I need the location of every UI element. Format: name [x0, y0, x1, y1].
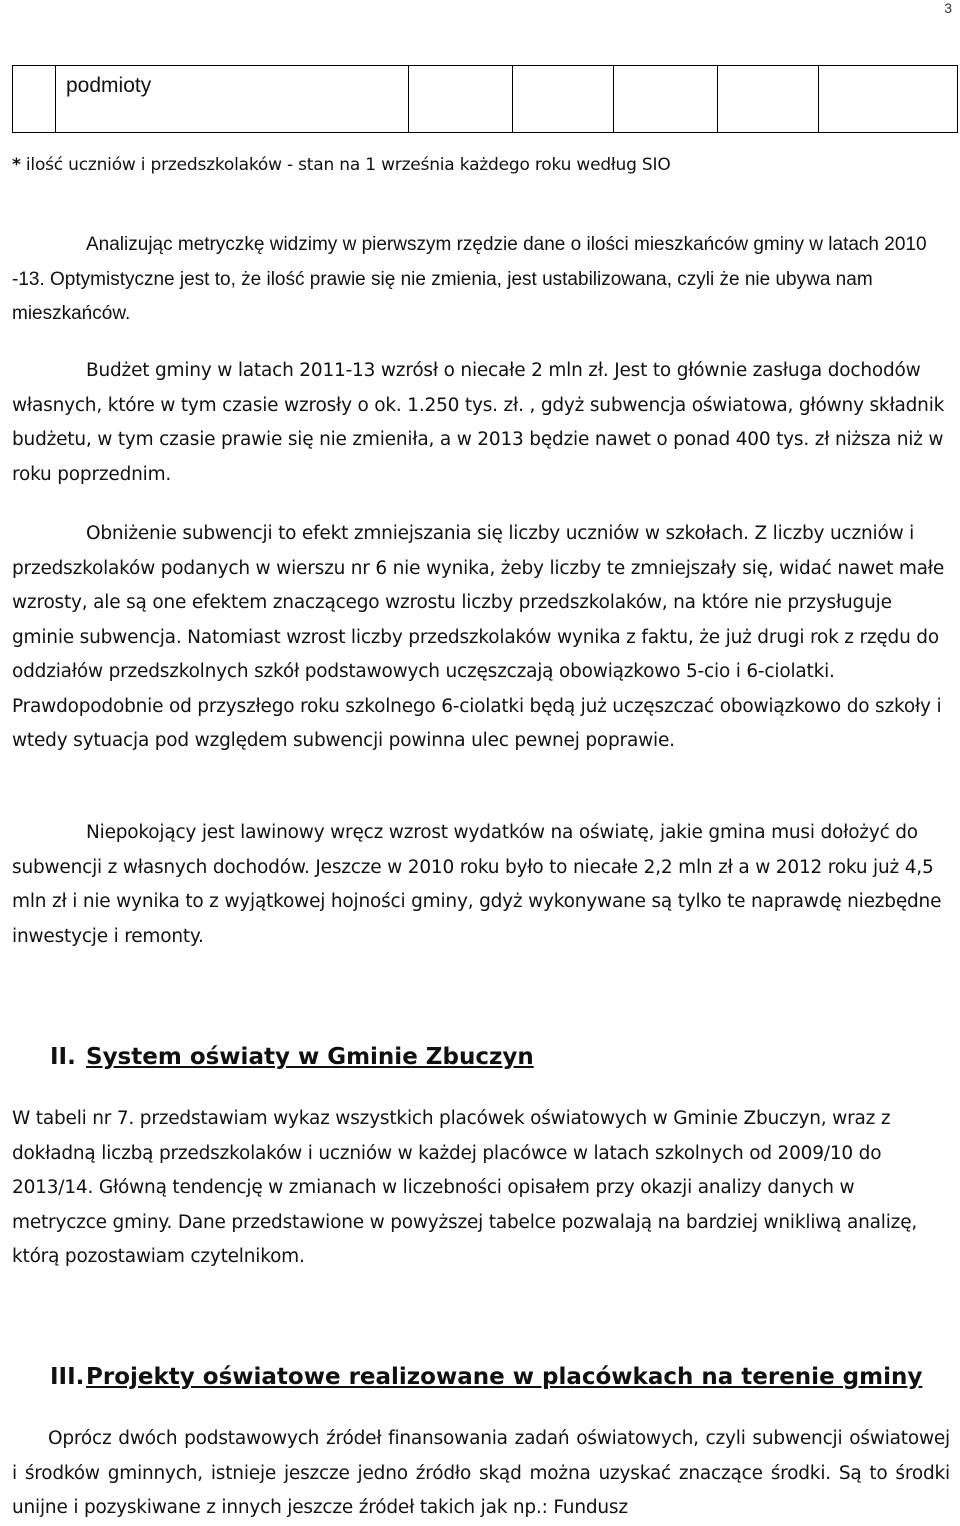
paragraph-expenses: Niepokojący jest lawinowy wręcz wzrost wydatków na oświatę, jakie gmina musi dołożyć do subwencji z własnych dochodów. Jeszcze w 2010 roku było to niecałe 2,2 mln zł a w 2012 roku już 4,5 mln zł i nie wynika to z wyjątkowej hojności gminy, gdyż wykonywane są tylko te naprawdę niezbędne inwestycje i remonty.	[12, 822, 942, 947]
data-table-fragment	[12, 65, 958, 133]
paragraph-section-3: Oprócz dwóch podstawowych źródeł finansowania zadań oświatowych, czyli subwencji oświatowej i środków gminnych, istnieje jeszcze jedno źródło skąd można uzyskać znaczące środki. Są to środki unijne i pozyskiwane z innych jeszcze źródeł takich jak np.: Fundusz	[12, 1428, 950, 1518]
section-heading-3	[50, 1364, 922, 1390]
paragraph-section-2: W tabeli nr 7. przedstawiam wykaz wszystkich placówek oświatowych w Gminie Zbuczyn, wraz z dokładną liczbą przedszkolaków i uczniów w każdej placówce w latach szkolnych od 2009/10 do 2013/14. Główną tendencję w zmianach w liczebności opisałem przy okazji analizy danych w metryczce gminy. Dane przedstawione w powyższej tabelce pozwalają na bardziej wnikliwą analizę, którą pozostawiam czytelnikom.	[12, 1108, 918, 1267]
section-title: Projekty oświatowe realizowane w placówkach na terenie gminy	[86, 1364, 923, 1390]
page-number: 3	[944, 0, 952, 16]
table-row	[13, 66, 958, 133]
table-cell-empty	[718, 66, 819, 133]
paragraph-subsidy: Obniżenie subwencji to efekt zmniejszania się liczby uczniów w szkołach. Z liczby uczniów i przedszkolaków podanych w wierszu nr 6 nie wynika, żeby liczby te zmniejszały się, widać nawet małe wzrosty, ale są one efektem znaczącego wzrostu liczby przedszkolaków, na które nie przysługuje gminie subwencja. Natomiast wzrost liczby przedszkolaków wynika z faktu, że już drugi rok z rzędu do oddziałów przedszkolnych szkół podstawowych uczęszczają obowiązkowo 5-cio i 6-ciolatki. Prawdopodobnie od przyszłego roku szkolnego 6-ciolatki będą już uczęszczać obowiązkowo do szkoły i wtedy sytuacja pod względem subwencji powinna ulec pewnej poprawie.	[12, 523, 945, 751]
footnote-text: ilość uczniów i przedszkolaków - stan na 1 września każdego roku według SIO	[20, 155, 671, 175]
table-cell-empty	[409, 66, 513, 133]
footnote-marker: *	[12, 155, 21, 175]
table-cell-empty	[13, 66, 56, 133]
paragraph-population: Analizując metryczkę widzimy w pierwszym rzędzie dane o ilości mieszkańców gminy w latach 2010 -13. Optymistyczne jest to, że ilość prawie się nie zmienia, jest ustabilizowana, czyli że nie ubywa nam mieszkańców.	[12, 234, 927, 324]
section-heading-2	[50, 1044, 534, 1070]
section-number: II.	[50, 1044, 76, 1070]
section-number: III.	[50, 1364, 85, 1390]
section-title: System oświaty w Gminie Zbuczyn	[86, 1044, 534, 1070]
table-cell-empty	[513, 66, 614, 133]
paragraph-budget: Budżet gminy w latach 2011-13 wzrósł o niecałe 2 mln zł. Jest to głównie zasługa dochodów własnych, które w tym czasie wzrosły o ok. 1.250 tys. zł. , gdyż subwencja oświatowa, główny składnik budżetu, w tym czasie prawie się nie zmieniła, a w 2013 będzie nawet o ponad 400 tys. zł niższa niż w roku poprzednim.	[12, 360, 945, 485]
footnote	[12, 155, 671, 175]
table-cell-empty	[819, 66, 958, 133]
table-cell-label: podmioty	[56, 66, 409, 133]
table-cell-empty	[614, 66, 718, 133]
